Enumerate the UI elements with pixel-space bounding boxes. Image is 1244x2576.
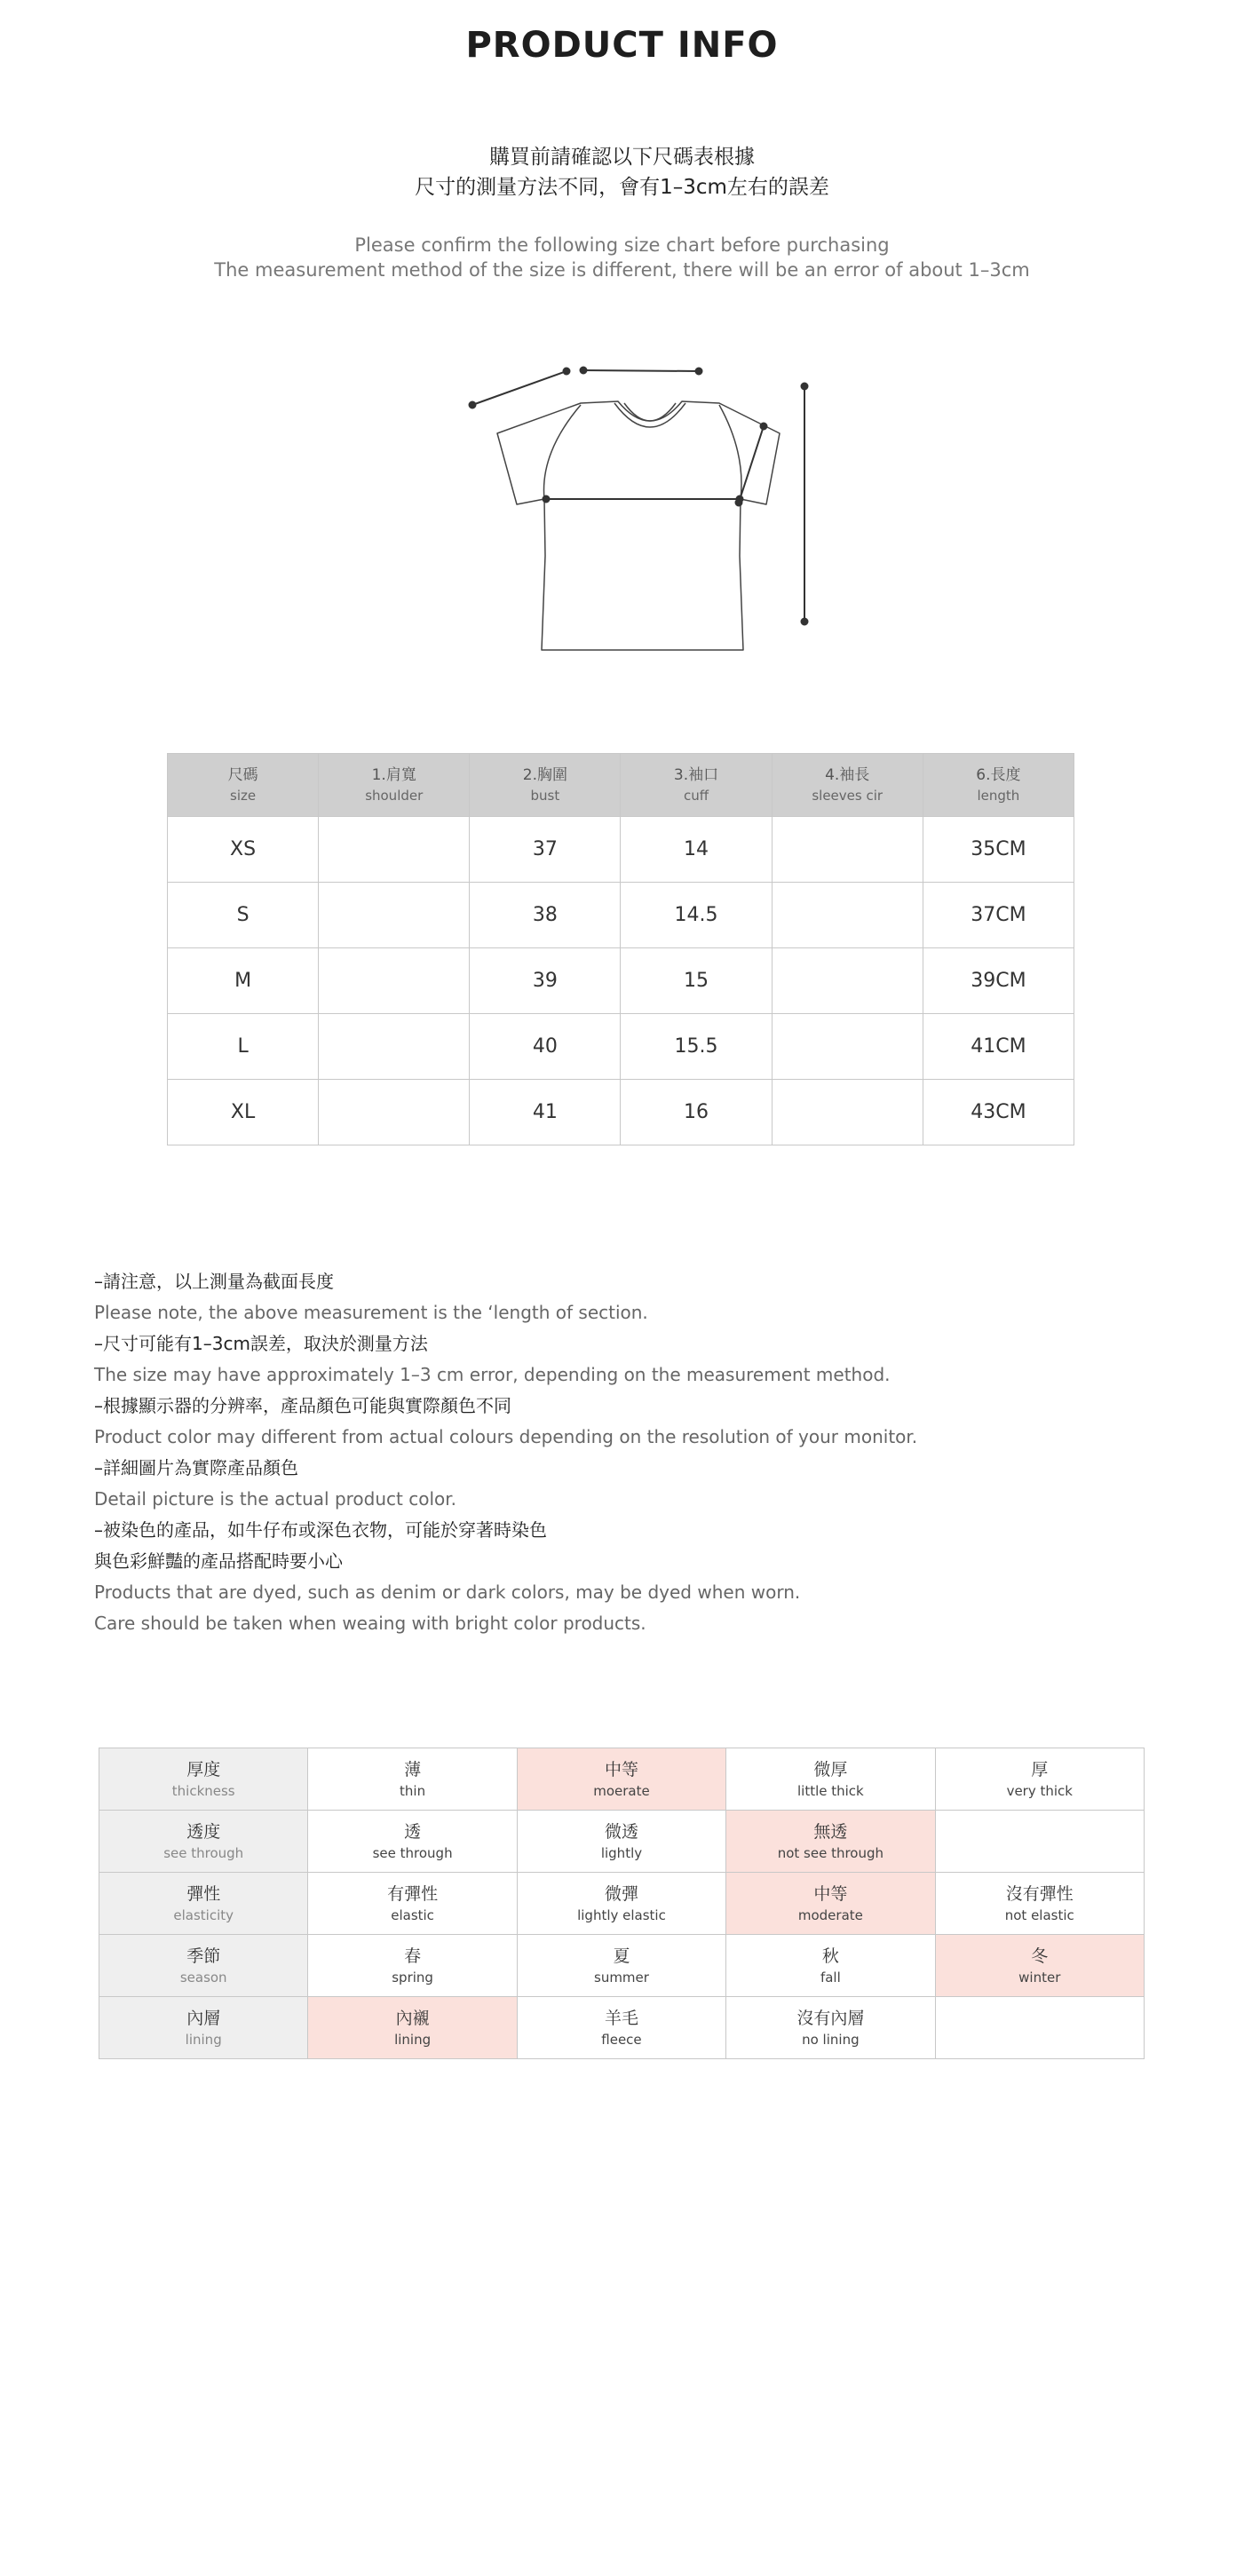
attr-label: 厚度 thickness bbox=[99, 1748, 308, 1811]
table-row bbox=[168, 1080, 1074, 1145]
page-title: PRODUCT INFO bbox=[465, 25, 779, 66]
table-cell: XS bbox=[168, 817, 319, 883]
table-cell: 37CM bbox=[923, 883, 1074, 948]
table-cell: M bbox=[168, 948, 319, 1014]
note-zh: –請注意，以上測量為截面長度 bbox=[94, 1271, 334, 1292]
table-row bbox=[168, 1014, 1074, 1080]
table-cell bbox=[772, 817, 923, 883]
note-zh: –被染色的產品，如牛仔布或深色衣物，可能於穿著時染色 bbox=[94, 1519, 547, 1541]
attr-option bbox=[935, 1811, 1144, 1873]
attr-option: 透 see through bbox=[308, 1811, 517, 1873]
attr-row-season bbox=[99, 1935, 1145, 1997]
attr-row-thickness bbox=[99, 1748, 1145, 1811]
attr-option: 有彈性 elastic bbox=[308, 1873, 517, 1935]
intro-zh-line-1: 購買前請確認以下尺碼表根據 bbox=[489, 146, 755, 169]
attr-option-selected: 冬 winter bbox=[935, 1935, 1144, 1997]
size-chart-header-row bbox=[168, 754, 1074, 817]
attr-option: 薄 thin bbox=[308, 1748, 517, 1811]
attr-option: 沒有彈性 not elastic bbox=[935, 1873, 1144, 1935]
note-zh: 與色彩鮮豔的產品搭配時要小心 bbox=[94, 1550, 343, 1572]
note-en: Detail picture is the actual product color. bbox=[94, 1488, 456, 1510]
table-cell: 41 bbox=[470, 1080, 621, 1145]
attr-row-elasticity bbox=[99, 1873, 1145, 1935]
header-bust: 2.胸圍 bust bbox=[470, 754, 621, 817]
attr-row-see-through bbox=[99, 1811, 1145, 1873]
attr-option: 夏 summer bbox=[517, 1935, 725, 1997]
size-chart-table bbox=[167, 753, 1074, 1145]
table-cell: XL bbox=[168, 1080, 319, 1145]
attr-option: 微厚 little thick bbox=[726, 1748, 935, 1811]
note-en: Please note, the above measurement is the ‘length of section. bbox=[94, 1302, 648, 1323]
note-en: Products that are dyed, such as denim or dark colors, may be dyed when worn. bbox=[94, 1581, 801, 1603]
attr-option-selected: 中等 moerate bbox=[517, 1748, 725, 1811]
table-cell: 40 bbox=[470, 1014, 621, 1080]
header-shoulder: 1.肩寬 shoulder bbox=[319, 754, 470, 817]
attr-option: 微彈 lightly elastic bbox=[517, 1873, 725, 1935]
header-cuff: 3.袖口 cuff bbox=[621, 754, 772, 817]
table-cell: 14.5 bbox=[621, 883, 772, 948]
attr-label: 季節 season bbox=[99, 1935, 308, 1997]
table-row bbox=[168, 948, 1074, 1014]
attr-label: 內層 lining bbox=[99, 1997, 308, 2059]
table-cell bbox=[319, 883, 470, 948]
table-cell: 14 bbox=[621, 817, 772, 883]
table-row bbox=[168, 817, 1074, 883]
intro-en-line-1: Please confirm the following size chart before purchasing bbox=[354, 234, 890, 256]
table-cell: 16 bbox=[621, 1080, 772, 1145]
table-cell bbox=[772, 883, 923, 948]
note-en: Product color may different from actual colours depending on the resolution of your monitor. bbox=[94, 1426, 918, 1447]
table-cell: 43CM bbox=[923, 1080, 1074, 1145]
table-cell: 37 bbox=[470, 817, 621, 883]
table-cell bbox=[319, 948, 470, 1014]
table-cell bbox=[319, 817, 470, 883]
fabric-attribute-table bbox=[99, 1748, 1145, 2059]
table-cell: L bbox=[168, 1014, 319, 1080]
tshirt-measurement-diagram bbox=[462, 355, 835, 657]
note-en: Care should be taken when weaing with bright color products. bbox=[94, 1613, 646, 1634]
attr-option: 微透 lightly bbox=[517, 1811, 725, 1873]
attr-option: 沒有內層 no lining bbox=[726, 1997, 935, 2059]
header-length: 6.長度 length bbox=[923, 754, 1074, 817]
attr-row-lining bbox=[99, 1997, 1145, 2059]
table-row bbox=[168, 883, 1074, 948]
intro-zh-line-2: 尺寸的測量方法不同，會有1–3cm左右的誤差 bbox=[415, 176, 829, 199]
attr-label: 彈性 elasticity bbox=[99, 1873, 308, 1935]
table-cell: 35CM bbox=[923, 817, 1074, 883]
attr-option bbox=[935, 1997, 1144, 2059]
table-cell: 38 bbox=[470, 883, 621, 948]
note-en: The size may have approximately 1–3 cm error, depending on the measurement method. bbox=[94, 1364, 891, 1385]
cuff-measure-line bbox=[739, 426, 764, 503]
table-cell bbox=[772, 1080, 923, 1145]
table-cell bbox=[772, 948, 923, 1014]
table-cell: S bbox=[168, 883, 319, 948]
attr-option-selected: 中等 moderate bbox=[726, 1873, 935, 1935]
attr-option: 羊毛 fleece bbox=[517, 1997, 725, 2059]
sleeve-length-measure-line bbox=[472, 371, 567, 405]
tshirt-outline bbox=[497, 401, 780, 650]
attr-option: 厚 very thick bbox=[935, 1748, 1144, 1811]
intro-en-line-2: The measurement method of the size is different, there will be an error of about 1–3cm bbox=[214, 259, 1030, 281]
header-sleeves: 4.袖長 sleeves cir bbox=[772, 754, 923, 817]
attr-option-selected: 無透 not see through bbox=[726, 1811, 935, 1873]
shoulder-measure-line bbox=[583, 370, 699, 371]
attr-option: 秋 fall bbox=[726, 1935, 935, 1997]
table-cell bbox=[772, 1014, 923, 1080]
intro-chinese bbox=[0, 142, 1244, 202]
note-zh: –根據顯示器的分辨率，產品顏色可能與實際顏色不同 bbox=[94, 1395, 511, 1416]
tshirt-collar bbox=[614, 403, 685, 427]
table-cell: 15 bbox=[621, 948, 772, 1014]
table-cell: 39CM bbox=[923, 948, 1074, 1014]
table-cell: 15.5 bbox=[621, 1014, 772, 1080]
header-size: 尺碼 size bbox=[168, 754, 319, 817]
note-zh: –尺寸可能有1–3cm誤差，取決於測量方法 bbox=[94, 1333, 428, 1354]
attr-label: 透度 see through bbox=[99, 1811, 308, 1873]
note-zh: –詳細圖片為實際產品顏色 bbox=[94, 1457, 298, 1478]
table-cell bbox=[319, 1014, 470, 1080]
attr-option-selected: 內襯 lining bbox=[308, 1997, 517, 2059]
attr-option: 春 spring bbox=[308, 1935, 517, 1997]
intro-english bbox=[0, 233, 1244, 282]
notes-section bbox=[94, 1266, 1160, 1639]
table-cell: 41CM bbox=[923, 1014, 1074, 1080]
table-cell bbox=[319, 1080, 470, 1145]
table-cell: 39 bbox=[470, 948, 621, 1014]
